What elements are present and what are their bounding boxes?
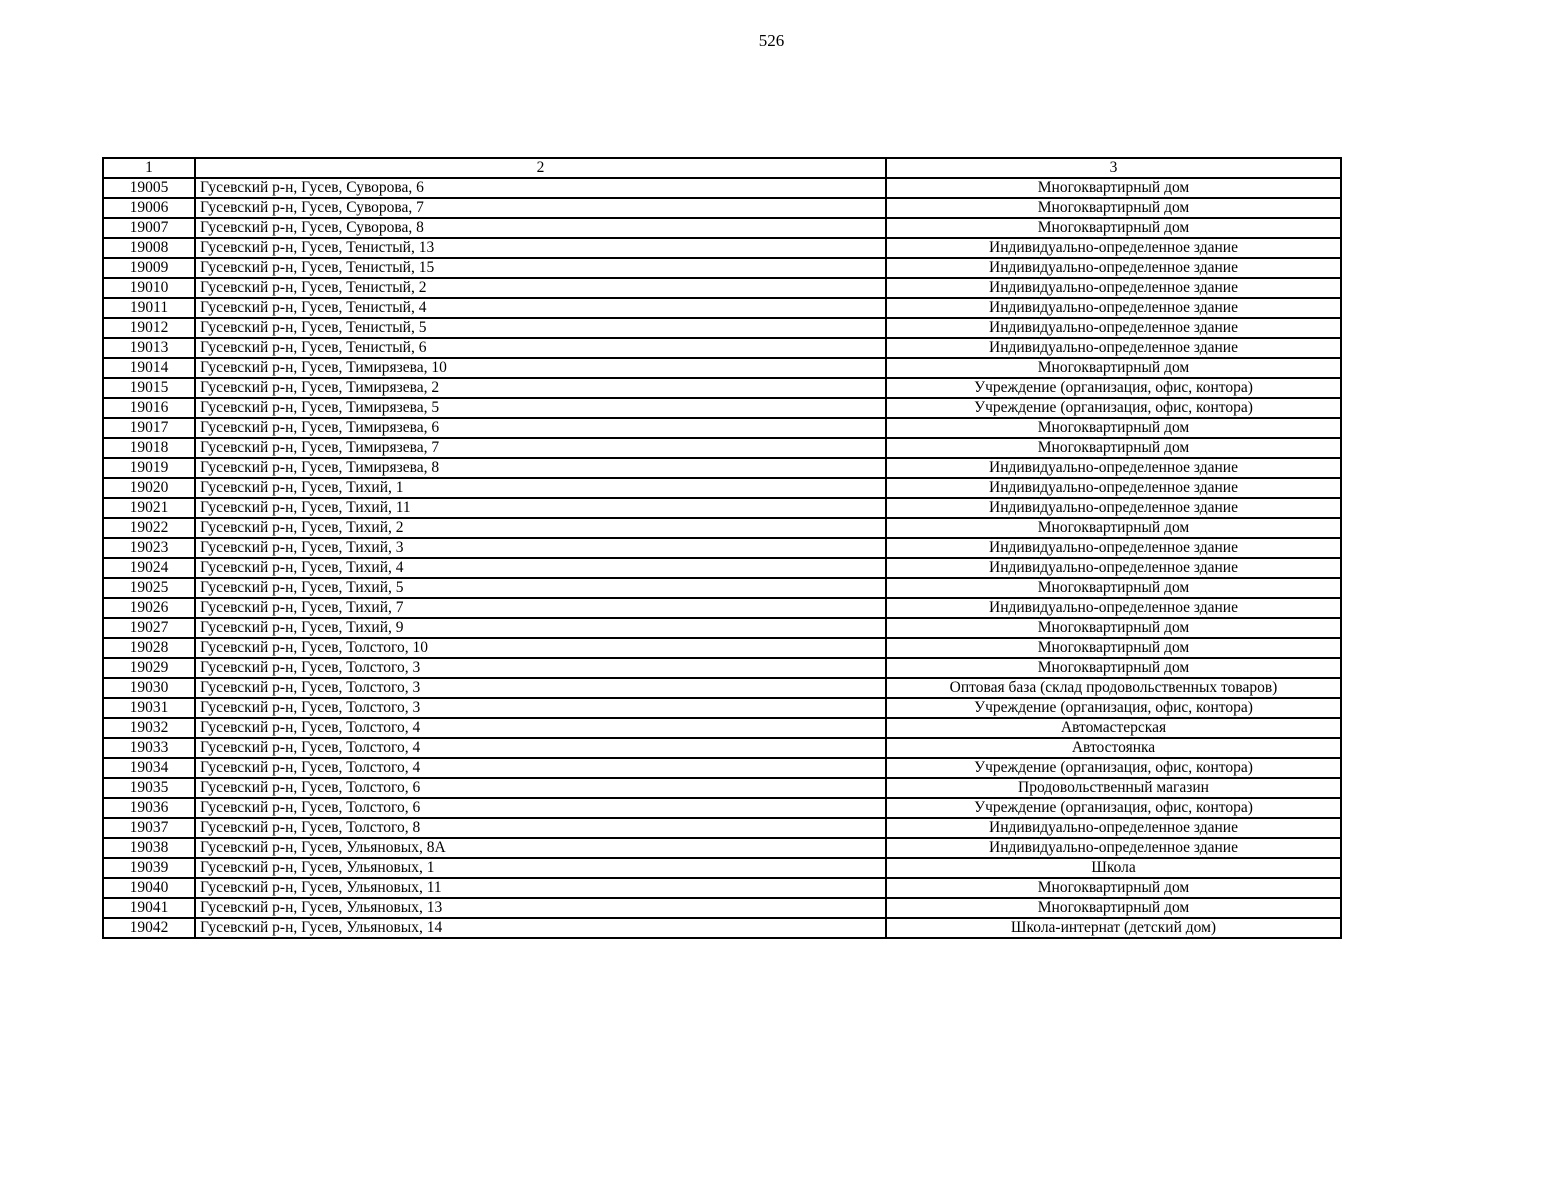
record-number-cell: 19012 xyxy=(103,318,195,338)
address-cell: Гусевский р-н, Гусев, Тенистый, 2 xyxy=(195,278,886,298)
address-cell: Гусевский р-н, Гусев, Толстого, 8 xyxy=(195,818,886,838)
building-type-cell: Индивидуально-определенное здание xyxy=(886,258,1341,278)
address-cell: Гусевский р-н, Гусев, Толстого, 10 xyxy=(195,638,886,658)
record-number-cell: 19020 xyxy=(103,478,195,498)
record-number-cell: 19008 xyxy=(103,238,195,258)
table-row xyxy=(103,878,1341,898)
building-type-cell: Индивидуально-определенное здание xyxy=(886,478,1341,498)
building-type-cell: Учреждение (организация, офис, контора) xyxy=(886,398,1341,418)
record-number-cell: 19030 xyxy=(103,678,195,698)
record-number-cell: 19022 xyxy=(103,518,195,538)
record-number-cell: 19016 xyxy=(103,398,195,418)
building-type-cell: Индивидуально-определенное здание xyxy=(886,238,1341,258)
record-number-cell: 19036 xyxy=(103,798,195,818)
table-row xyxy=(103,558,1341,578)
building-type-cell: Индивидуально-определенное здание xyxy=(886,558,1341,578)
address-cell: Гусевский р-н, Гусев, Тихий, 4 xyxy=(195,558,886,578)
record-number-cell: 19038 xyxy=(103,838,195,858)
address-cell: Гусевский р-н, Гусев, Тенистый, 6 xyxy=(195,338,886,358)
table-row xyxy=(103,478,1341,498)
building-type-cell: Многоквартирный дом xyxy=(886,618,1341,638)
building-type-cell: Многоквартирный дом xyxy=(886,878,1341,898)
building-type-cell: Учреждение (организация, офис, контора) xyxy=(886,758,1341,778)
table-row xyxy=(103,218,1341,238)
building-type-cell: Индивидуально-определенное здание xyxy=(886,318,1341,338)
record-number-cell: 19028 xyxy=(103,638,195,658)
address-cell: Гусевский р-н, Гусев, Тихий, 9 xyxy=(195,618,886,638)
table-row xyxy=(103,618,1341,638)
record-number-cell: 19033 xyxy=(103,738,195,758)
record-number-cell: 19042 xyxy=(103,918,195,938)
record-number-cell: 19034 xyxy=(103,758,195,778)
record-number-cell: 19019 xyxy=(103,458,195,478)
table-row xyxy=(103,538,1341,558)
record-number-cell: 19027 xyxy=(103,618,195,638)
record-number-cell: 19024 xyxy=(103,558,195,578)
building-type-cell: Индивидуально-определенное здание xyxy=(886,498,1341,518)
address-cell: Гусевский р-н, Гусев, Суворова, 7 xyxy=(195,198,886,218)
building-type-cell: Учреждение (организация, офис, контора) xyxy=(886,798,1341,818)
address-cell: Гусевский р-н, Гусев, Тимирязева, 6 xyxy=(195,418,886,438)
address-cell: Гусевский р-н, Гусев, Толстого, 6 xyxy=(195,778,886,798)
address-cell: Гусевский р-н, Гусев, Тимирязева, 5 xyxy=(195,398,886,418)
table-row xyxy=(103,658,1341,678)
table-row xyxy=(103,778,1341,798)
address-cell: Гусевский р-н, Гусев, Тенистый, 15 xyxy=(195,258,886,278)
address-cell: Гусевский р-н, Гусев, Тенистый, 5 xyxy=(195,318,886,338)
table-row xyxy=(103,178,1341,198)
table-row xyxy=(103,818,1341,838)
record-number-cell: 19007 xyxy=(103,218,195,238)
address-cell: Гусевский р-н, Гусев, Тимирязева, 7 xyxy=(195,438,886,458)
address-cell: Гусевский р-н, Гусев, Толстого, 4 xyxy=(195,738,886,758)
address-cell: Гусевский р-н, Гусев, Толстого, 6 xyxy=(195,798,886,818)
table-row xyxy=(103,758,1341,778)
table-row xyxy=(103,638,1341,658)
address-cell: Гусевский р-н, Гусев, Тихий, 11 xyxy=(195,498,886,518)
building-type-cell: Школа xyxy=(886,858,1341,878)
address-cell: Гусевский р-н, Гусев, Толстого, 3 xyxy=(195,658,886,678)
building-type-cell: Школа-интернат (детский дом) xyxy=(886,918,1341,938)
table-row xyxy=(103,698,1341,718)
building-type-cell: Индивидуально-определенное здание xyxy=(886,458,1341,478)
address-cell: Гусевский р-н, Гусев, Тимирязева, 8 xyxy=(195,458,886,478)
table-row xyxy=(103,678,1341,698)
record-number-cell: 19010 xyxy=(103,278,195,298)
table-row xyxy=(103,418,1341,438)
column-header-3: 3 xyxy=(886,158,1341,178)
address-cell: Гусевский р-н, Гусев, Суворова, 6 xyxy=(195,178,886,198)
record-number-cell: 19031 xyxy=(103,698,195,718)
table-row xyxy=(103,338,1341,358)
record-number-cell: 19035 xyxy=(103,778,195,798)
record-number-cell: 19037 xyxy=(103,818,195,838)
record-number-cell: 19013 xyxy=(103,338,195,358)
table-row xyxy=(103,518,1341,538)
table-row xyxy=(103,598,1341,618)
address-cell: Гусевский р-н, Гусев, Тенистый, 13 xyxy=(195,238,886,258)
address-cell: Гусевский р-н, Гусев, Толстого, 4 xyxy=(195,758,886,778)
record-number-cell: 19009 xyxy=(103,258,195,278)
address-cell: Гусевский р-н, Гусев, Суворова, 8 xyxy=(195,218,886,238)
table-row xyxy=(103,918,1341,938)
building-type-cell: Индивидуально-определенное здание xyxy=(886,538,1341,558)
record-number-cell: 19014 xyxy=(103,358,195,378)
record-number-cell: 19017 xyxy=(103,418,195,438)
building-type-cell: Многоквартирный дом xyxy=(886,178,1341,198)
table-row xyxy=(103,578,1341,598)
column-header-1: 1 xyxy=(103,158,195,178)
table-row xyxy=(103,458,1341,478)
table-row xyxy=(103,838,1341,858)
table-row xyxy=(103,258,1341,278)
building-type-cell: Многоквартирный дом xyxy=(886,418,1341,438)
building-type-cell: Индивидуально-определенное здание xyxy=(886,278,1341,298)
table-row xyxy=(103,898,1341,918)
address-cell: Гусевский р-н, Гусев, Толстого, 3 xyxy=(195,698,886,718)
buildings-table xyxy=(102,157,1342,939)
address-cell: Гусевский р-н, Гусев, Тимирязева, 10 xyxy=(195,358,886,378)
address-cell: Гусевский р-н, Гусев, Толстого, 3 xyxy=(195,678,886,698)
address-cell: Гусевский р-н, Гусев, Тихий, 1 xyxy=(195,478,886,498)
address-cell: Гусевский р-н, Гусев, Тихий, 7 xyxy=(195,598,886,618)
building-type-cell: Продовольственный магазин xyxy=(886,778,1341,798)
building-type-cell: Оптовая база (склад продовольственных товаров) xyxy=(886,678,1341,698)
address-cell: Гусевский р-н, Гусев, Тихий, 2 xyxy=(195,518,886,538)
building-type-cell: Учреждение (организация, офис, контора) xyxy=(886,698,1341,718)
table-header-row xyxy=(103,158,1341,178)
table-body xyxy=(103,158,1341,938)
building-type-cell: Многоквартирный дом xyxy=(886,358,1341,378)
address-cell: Гусевский р-н, Гусев, Ульяновых, 14 xyxy=(195,918,886,938)
address-cell: Гусевский р-н, Гусев, Ульяновых, 1 xyxy=(195,858,886,878)
record-number-cell: 19006 xyxy=(103,198,195,218)
building-type-cell: Учреждение (организация, офис, контора) xyxy=(886,378,1341,398)
building-type-cell: Многоквартирный дом xyxy=(886,438,1341,458)
table-row xyxy=(103,198,1341,218)
building-type-cell: Многоквартирный дом xyxy=(886,198,1341,218)
table-row xyxy=(103,858,1341,878)
building-type-cell: Индивидуально-определенное здание xyxy=(886,598,1341,618)
address-cell: Гусевский р-н, Гусев, Тимирязева, 2 xyxy=(195,378,886,398)
building-type-cell: Индивидуально-определенное здание xyxy=(886,298,1341,318)
building-type-cell: Индивидуально-определенное здание xyxy=(886,818,1341,838)
record-number-cell: 19011 xyxy=(103,298,195,318)
building-type-cell: Многоквартирный дом xyxy=(886,898,1341,918)
table-row xyxy=(103,398,1341,418)
record-number-cell: 19026 xyxy=(103,598,195,618)
record-number-cell: 19021 xyxy=(103,498,195,518)
building-type-cell: Многоквартирный дом xyxy=(886,578,1341,598)
column-header-2: 2 xyxy=(195,158,886,178)
building-type-cell: Индивидуально-определенное здание xyxy=(886,338,1341,358)
record-number-cell: 19018 xyxy=(103,438,195,458)
page-number: 526 xyxy=(758,31,785,50)
table-row xyxy=(103,318,1341,338)
address-cell: Гусевский р-н, Гусев, Тенистый, 4 xyxy=(195,298,886,318)
table-row xyxy=(103,378,1341,398)
record-number-cell: 19025 xyxy=(103,578,195,598)
table-row xyxy=(103,278,1341,298)
address-cell: Гусевский р-н, Гусев, Толстого, 4 xyxy=(195,718,886,738)
address-cell: Гусевский р-н, Гусев, Тихий, 3 xyxy=(195,538,886,558)
table-row xyxy=(103,358,1341,378)
record-number-cell: 19039 xyxy=(103,858,195,878)
building-type-cell: Индивидуально-определенное здание xyxy=(886,838,1341,858)
record-number-cell: 19015 xyxy=(103,378,195,398)
table-row xyxy=(103,438,1341,458)
building-type-cell: Автомастерская xyxy=(886,718,1341,738)
record-number-cell: 19005 xyxy=(103,178,195,198)
building-type-cell: Автостоянка xyxy=(886,738,1341,758)
table-row xyxy=(103,498,1341,518)
table-row xyxy=(103,298,1341,318)
address-cell: Гусевский р-н, Гусев, Ульяновых, 8А xyxy=(195,838,886,858)
address-cell: Гусевский р-н, Гусев, Ульяновых, 11 xyxy=(195,878,886,898)
record-number-cell: 19029 xyxy=(103,658,195,678)
building-type-cell: Многоквартирный дом xyxy=(886,638,1341,658)
building-type-cell: Многоквартирный дом xyxy=(886,518,1341,538)
record-number-cell: 19041 xyxy=(103,898,195,918)
table-row xyxy=(103,738,1341,758)
record-number-cell: 19032 xyxy=(103,718,195,738)
address-cell: Гусевский р-н, Гусев, Ульяновых, 13 xyxy=(195,898,886,918)
record-number-cell: 19023 xyxy=(103,538,195,558)
record-number-cell: 19040 xyxy=(103,878,195,898)
table-row xyxy=(103,798,1341,818)
table-row xyxy=(103,718,1341,738)
table-row xyxy=(103,238,1341,258)
building-type-cell: Многоквартирный дом xyxy=(886,658,1341,678)
address-cell: Гусевский р-н, Гусев, Тихий, 5 xyxy=(195,578,886,598)
building-type-cell: Многоквартирный дом xyxy=(886,218,1341,238)
